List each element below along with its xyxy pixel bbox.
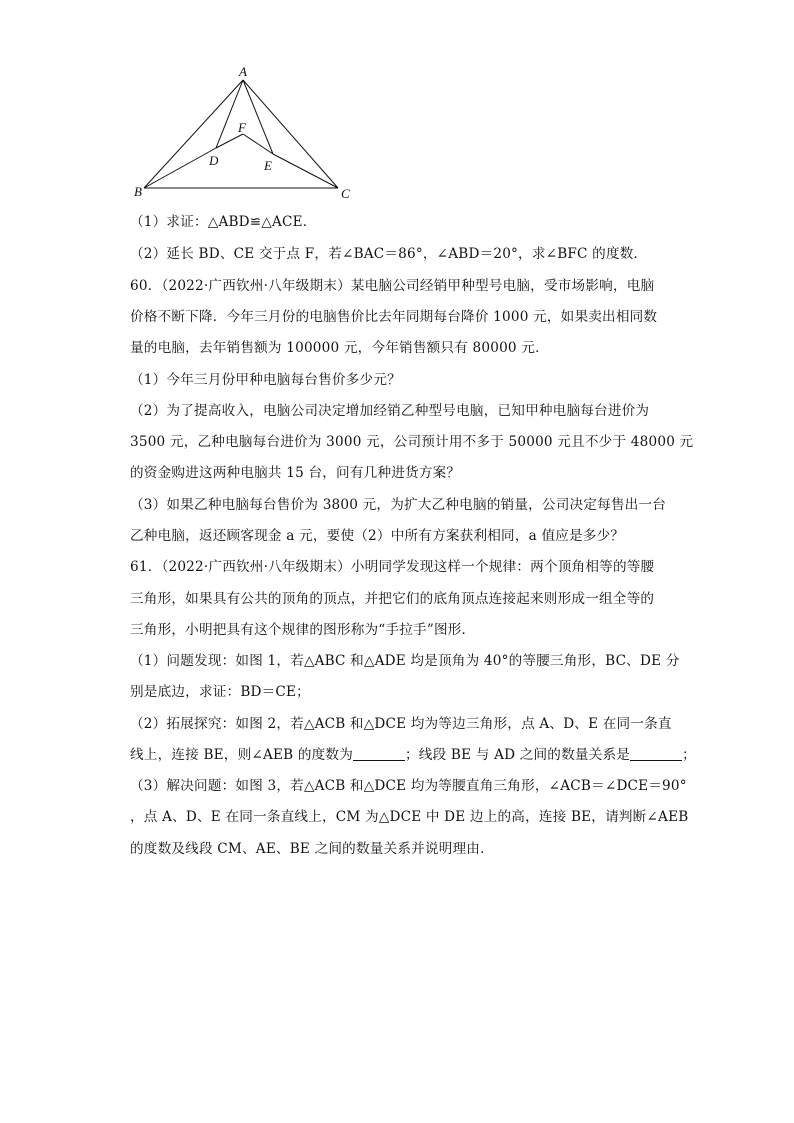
segment-AB — [144, 80, 243, 188]
answer-blank-angle[interactable] — [353, 746, 405, 761]
label-B: B — [134, 184, 142, 199]
segment-DF — [216, 134, 243, 148]
q61-part2-line2 — [130, 745, 696, 765]
q60-part2-line1: （2）为了提高收入，电脑公司决定增加经销乙种型号电脑，已知甲种电脑每台进价为 — [130, 403, 650, 419]
q61-part2-text-b: ；线段 BE 与 AD 之间的数量关系是 — [405, 747, 631, 763]
segment-BD — [144, 148, 216, 188]
triangle-figure — [130, 62, 360, 202]
q60-part3-line1: （3）如果乙种电脑每台售价为 3800 元，为扩大乙种电脑的销量，公司决定每售出一台 — [130, 497, 667, 513]
q61-part2-line1: （2）拓展探究：如图 2，若△ACB 和△DCE 均为等边三角形，点 A、D、E 在同一条直 — [130, 716, 672, 732]
q60-stem-line2: 价格不断下降．今年三月份的电脑售价比去年同期每台降价 1000 元，如果卖出相同数 — [130, 309, 658, 325]
q59-part1: （1）求证：△ABD≌△ACE． — [130, 214, 317, 230]
segment-AE — [243, 80, 273, 154]
q60-part1: （1）今年三月份甲种电脑每台售价多少元？ — [130, 372, 401, 388]
q61-stem-line2: 三角形，如果具有公共的顶角的顶点，并把它们的底角顶点连接起来则形成一组全等的 — [130, 591, 655, 607]
triangle-diagram — [130, 62, 360, 202]
q61-part3-line1: （3）解决问题：如图 3，若△ACB 和△DCE 均为等腰直角三角形，∠ACB＝∠DCE＝90° — [130, 778, 687, 794]
label-D: D — [209, 153, 219, 168]
label-F: F — [238, 120, 246, 135]
label-C: C — [341, 186, 350, 201]
q61-part3-line2: ，点 A、D、E 在同一条直线上，CM 为△DCE 中 DE 边上的高，连接 BE，请判断∠AEB — [130, 809, 689, 825]
q61-part1-line2: 别是底边，求证：BD＝CE； — [130, 684, 310, 700]
segment-AC — [243, 80, 338, 188]
segment-AD — [216, 80, 243, 148]
q61-part2-text-c: ； — [682, 747, 696, 763]
q61-stem-line1: 61．（2022·广西钦州·八年级期末）小明同学发现这样一个规律：两个顶角相等的等腰 — [130, 559, 655, 575]
q60-part2-line3: 的资金购进这两种电脑共 15 台，问有几种进货方案？ — [130, 465, 461, 481]
q60-stem-line1: 60．（2022·广西钦州·八年级期末）某电脑公司经销甲种型号电脑，受市场影响，电脑 — [130, 278, 655, 294]
q60-part2-line2: 3500 元，乙种电脑每台进价为 3000 元，公司预计用不多于 50000 元且不少于 48000 元 — [130, 434, 694, 450]
q61-part3-line3: 的度数及线段 CM、AE、BE 之间的数量关系并说明理由． — [130, 841, 494, 857]
answer-blank-relation[interactable] — [630, 746, 682, 761]
q61-stem-line3: 三角形，小明把具有这个规律的图形称为“手拉手”图形． — [130, 622, 476, 638]
label-A: A — [239, 64, 247, 79]
q60-part3-line2: 乙种电脑，返还顾客现金 a 元，要使（2）中所有方案获利相同，a 值应是多少？ — [130, 528, 625, 544]
q60-stem-line3: 量的电脑，去年销售额为 100000 元，今年销售额只有 80000 元． — [130, 340, 549, 356]
segment-EC — [273, 154, 338, 188]
q61-part1-line1: （1）问题发现：如图 1，若△ABC 和△ADE 均是顶角为 40°的等腰三角形，BC、DE 分 — [130, 653, 680, 669]
label-E: E — [264, 158, 272, 173]
q61-part2-text-a: 线上，连接 BE，则∠AEB 的度数为 — [130, 747, 354, 763]
q59-part2: （2）延长 BD、CE 交于点 F，若∠BAC＝86°，∠ABD＝20°，求∠BFC 的度数． — [130, 246, 648, 262]
